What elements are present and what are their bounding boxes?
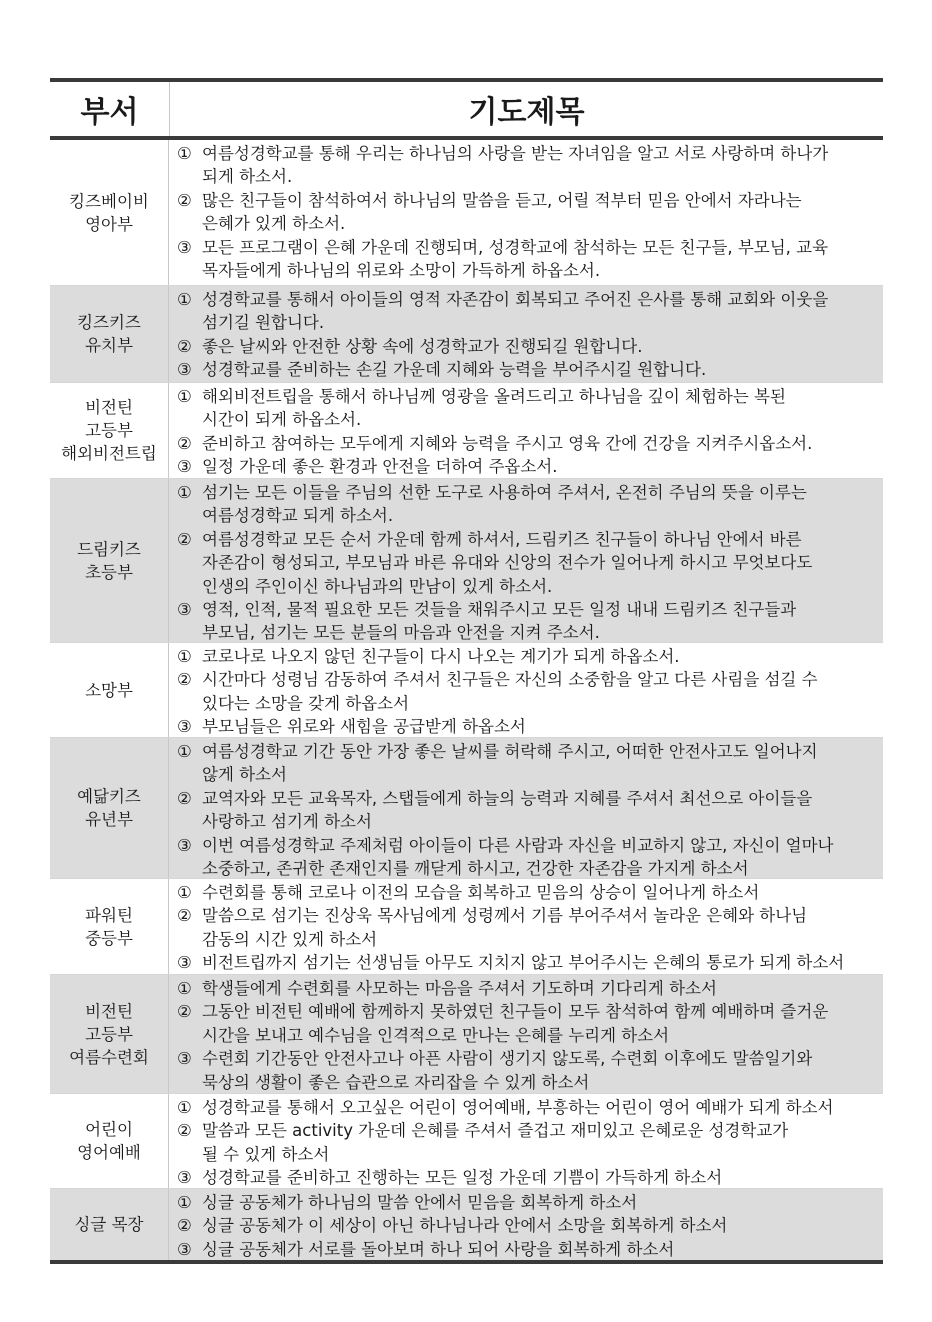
prayer-item: [177, 1000, 875, 1047]
prayer-item: [177, 598, 875, 645]
dept-cell: [50, 643, 169, 737]
prayer-item: [177, 668, 875, 715]
dept-cell: [50, 140, 169, 285]
prayer-text: 수련회 기간동안 안전사고나 아픈 사람이 생기지 않도록, 수련회 이후에도 말씀일기와 묵상의 생활이 좋은 습관으로 자리잡을 수 있게 하소서: [202, 1049, 813, 1092]
prayer-text: 일정 가운데 좋은 환경과 안전을 더하여 주옵소서.: [202, 457, 558, 477]
prayer-number: ②: [177, 1216, 192, 1236]
prayer-item: [177, 335, 875, 358]
prayer-cell: [169, 479, 883, 642]
prayer-text: 말씀으로 섬기는 진상욱 목사님에게 성령께서 기름 부어주셔서 놀라운 은혜와 하나님 감동의 시간 있게 하소서: [202, 906, 808, 949]
prayer-item: [177, 1191, 875, 1214]
prayer-item: [177, 881, 875, 904]
prayer-number: ③: [177, 1168, 192, 1188]
dept-cell: [50, 1094, 169, 1188]
prayer-number: ①: [177, 144, 192, 163]
dept-line: 비전틴: [85, 1001, 133, 1021]
dept-line: 파워틴: [85, 905, 133, 925]
prayer-text: 좋은 날씨와 안전한 상황 속에 성경학교가 진행되길 원합니다.: [202, 336, 643, 356]
prayer-cell: [169, 140, 883, 285]
prayer-number: ③: [177, 237, 192, 257]
dept-cell: [50, 1189, 169, 1260]
prayer-number: ③: [177, 717, 192, 737]
prayer-item: [177, 787, 875, 834]
table-header: [50, 82, 883, 136]
prayer-text: 성경학교를 통해서 오고싶은 어린이 영어예배, 부흥하는 어린이 영어 예배가 되게 하소서: [202, 1098, 834, 1117]
prayer-number: ③: [177, 953, 192, 973]
prayer-text: 수련회를 통해 코로나 이전의 모습을 회복하고 믿음의 상승이 일어나게 하소서: [202, 883, 760, 902]
prayer-text: 이번 여름성경학교 주제처럼 아이들이 다른 사람과 자신을 비교하지 않고, 자신이 얼마나 소중하고, 존귀한 존재인지를 깨닫게 하시고, 건강한 자존감을 가지게 하소서: [202, 835, 834, 879]
prayer-number: ②: [177, 433, 192, 453]
prayer-number: ①: [177, 290, 192, 309]
prayer-text: 많은 친구들이 참석하여서 하나님의 말씀을 듣고, 어릴 적부터 믿음 안에서 자라나는 은혜가 있게 하소서.: [202, 190, 802, 234]
prayer-item: [177, 1238, 875, 1261]
prayer-item: [177, 1047, 875, 1094]
prayer-text: 성경학교를 통해서 아이들의 영적 자존감이 회복되고 주어진 은사를 통해 교회와 이웃을 섬기길 원합니다.: [202, 290, 829, 333]
prayer-text: 코로나로 나오지 않던 친구들이 다시 나오는 계기가 되게 하옵소서.: [202, 647, 680, 666]
prayer-cell: [169, 1094, 883, 1188]
prayer-cell: [169, 383, 883, 478]
dept-line: 고등부: [85, 421, 133, 440]
prayer-number: ②: [177, 336, 192, 356]
prayer-number: ①: [177, 1193, 192, 1212]
dept-cell: [50, 286, 169, 382]
dept-line: 어린이: [85, 1120, 133, 1139]
prayer-text: 성경학교를 준비하고 진행하는 모든 일정 가운데 기쁨이 가득하게 하소서: [202, 1168, 723, 1188]
prayer-text: 영적, 인적, 물적 필요한 모든 것들을 채워주시고 모든 일정 내내 드림키즈 친구들과 부모님, 섬기는 모든 분들의 마음과 안전을 지켜 주소서.: [202, 600, 797, 643]
prayer-item: [177, 834, 875, 881]
prayer-text: 섬기는 모든 이들을 주님의 선한 도구로 사용하여 주셔서, 온전히 주님의 뜻을 이루는 여름성경학교 되게 하소서.: [202, 483, 807, 526]
prayer-number: ②: [177, 906, 192, 926]
prayer-text: 모든 프로그램이 은혜 가운데 진행되며, 성경학교에 참석하는 모든 친구들, 부모님, 교육 목자들에게 하나님의 위로와 소망이 가득하게 하옵소서.: [202, 237, 829, 281]
table-row: [50, 285, 883, 382]
dept-line: 예닮키즈: [77, 787, 141, 806]
prayer-item: [177, 189, 875, 236]
prayer-item: [177, 715, 875, 738]
table-row: [50, 1188, 883, 1260]
dept-line: 초등부: [85, 562, 133, 582]
prayer-item: [177, 142, 875, 189]
table-row: [50, 382, 883, 478]
dept-cell: [50, 975, 169, 1093]
prayer-text: 싱글 공동체가 서로를 돌아보며 하나 되어 사랑을 회복하게 하소서: [202, 1239, 675, 1259]
prayer-number: ③: [177, 1239, 192, 1259]
prayer-text: 성경학교를 준비하는 손길 가운데 지혜와 능력을 부어주시길 원합니다.: [202, 360, 707, 380]
prayer-item: [177, 385, 875, 432]
prayer-number: ①: [177, 1098, 192, 1117]
prayer-item: [177, 358, 875, 381]
prayer-text: 시간마다 성령님 감동하여 주셔서 친구들은 자신의 소중함을 알고 다른 사림을 섬길 수 있다는 소망을 갖게 하옵소서: [202, 670, 818, 713]
prayer-number: ③: [177, 600, 192, 620]
prayer-number: ①: [177, 647, 192, 666]
prayer-cell: [169, 975, 883, 1093]
prayer-number: ①: [177, 483, 192, 502]
dept-cell: [50, 383, 169, 478]
header-dept: 부서: [50, 82, 170, 136]
prayer-item: [177, 1166, 875, 1189]
prayer-number: ①: [177, 742, 192, 761]
dept-line: 소망부: [85, 680, 133, 700]
prayer-number: ③: [177, 457, 192, 477]
dept-line: 싱글 목장: [74, 1215, 144, 1234]
prayer-text: 교역자와 모든 교육목자, 스탭들에게 하늘의 능력과 지혜를 주셔서 최선으로 아이들을 사랑하고 섬기게 하소서: [202, 788, 813, 832]
table-row: [50, 974, 883, 1093]
prayer-text: 준비하고 참여하는 모두에게 지혜와 능력을 주시고 영육 간에 건강을 지켜주시옵소서.: [202, 433, 813, 453]
prayer-number: ②: [177, 1002, 192, 1022]
dept-line: 영아부: [85, 214, 133, 234]
prayer-item: [177, 528, 875, 598]
prayer-item: [177, 432, 875, 455]
prayer-text: 그동안 비전틴 예배에 함께하지 못하였던 친구들이 모두 참석하여 함께 예배하며 즐거운 시간을 보내고 예수님을 인격적으로 만나는 은혜를 누리게 하소서: [202, 1002, 829, 1045]
prayer-cell: [169, 286, 883, 382]
dept-line: 고등부: [85, 1024, 133, 1044]
dept-line: 유치부: [85, 336, 133, 355]
header-title: 기도제목: [468, 95, 585, 130]
dept-line: 킹즈베이비: [69, 191, 149, 211]
prayer-text: 부모님들은 위로와 새힘을 공급받게 하옵소서: [202, 717, 526, 737]
table-row: [50, 140, 883, 285]
prayer-cell: [169, 643, 883, 737]
prayer-number: ①: [177, 979, 192, 998]
prayer-number: ①: [177, 883, 192, 902]
table-row: [50, 478, 883, 642]
dept-cell: [50, 479, 169, 642]
prayer-number: ③: [177, 835, 192, 855]
dept-line: 드림키즈: [77, 539, 141, 559]
prayer-number: ③: [177, 360, 192, 380]
prayer-text: 말씀과 모든 activity 가운데 은혜를 주셔서 즐겁고 재미있고 은혜로운 성경학교가 될 수 있게 하소서: [202, 1121, 789, 1164]
prayer-cell: [169, 1189, 883, 1260]
prayer-number: ①: [177, 387, 192, 406]
prayer-number: ②: [177, 529, 192, 549]
prayer-number: ②: [177, 190, 192, 210]
prayer-item: [177, 236, 875, 283]
prayer-item: [177, 951, 875, 974]
prayer-number: ③: [177, 1049, 192, 1069]
table-row: [50, 642, 883, 737]
prayer-number: ②: [177, 788, 192, 808]
prayer-item: [177, 904, 875, 951]
dept-cell: [50, 879, 169, 974]
prayer-item: [177, 455, 875, 478]
prayer-number: ②: [177, 1121, 192, 1141]
table-row: [50, 1093, 883, 1188]
dept-line: 영어예배: [77, 1143, 141, 1162]
dept-line: 킹즈키즈: [77, 313, 141, 332]
table-row: [50, 737, 883, 878]
prayer-table: [50, 78, 883, 1264]
prayer-item: [177, 1119, 875, 1166]
prayer-text: 여름성경학교를 통해 우리는 하나님의 사랑을 받는 자녀임을 알고 서로 사랑하며 하나가 되게 하소서.: [202, 144, 829, 187]
prayer-text: 해외비전트립을 통해서 하나님께 영광을 올려드리고 하나님을 깊이 체험하는 복된 시간이 되게 하옵소서.: [202, 387, 786, 430]
prayer-item: [177, 740, 875, 787]
dept-line: 중등부: [85, 928, 133, 948]
prayer-item: [177, 977, 875, 1000]
prayer-cell: [169, 738, 883, 878]
table-body: [50, 140, 883, 1260]
dept-line: 여름수련회: [69, 1047, 149, 1067]
prayer-text: 싱글 공동체가 이 세상이 아닌 하나님나라 안에서 소망을 회복하게 하소서: [202, 1216, 728, 1236]
prayer-item: [177, 645, 875, 668]
prayer-item: [177, 288, 875, 335]
prayer-text: 여름성경학교 기간 동안 가장 좋은 날씨를 허락해 주시고, 어떠한 안전사고도 일어나지 않게 하소서: [202, 742, 818, 785]
prayer-cell: [169, 879, 883, 974]
dept-line: 유년부: [85, 810, 133, 829]
dept-line: 해외비전트립: [61, 444, 157, 463]
prayer-text: 싱글 공동체가 하나님의 말씀 안에서 믿음을 회복하게 하소서: [202, 1193, 638, 1212]
prayer-text: 비전트립까지 섬기는 선생님들 아무도 지치지 않고 부어주시는 은혜의 통로가 되게 하소서: [202, 953, 845, 973]
table-row: [50, 878, 883, 974]
prayer-number: ②: [177, 670, 192, 690]
prayer-item: [177, 481, 875, 528]
dept-cell: [50, 738, 169, 878]
dept-line: 비전틴: [85, 398, 133, 417]
prayer-text: 학생들에게 수련회를 사모하는 마음을 주셔서 기도하며 기다리게 하소서: [202, 979, 717, 998]
prayer-text: 여름성경학교 모든 순서 가운데 함께 하셔서, 드림키즈 친구들이 하나님 안에서 바른 자존감이 형성되고, 부모님과 바른 유대와 신앙의 전수가 일어나게 하시고 무엇보다도 인생의 주인이신 하나님과의 만남이 있게 하소서.: [202, 529, 813, 596]
prayer-item: [177, 1214, 875, 1237]
prayer-item: [177, 1096, 875, 1119]
